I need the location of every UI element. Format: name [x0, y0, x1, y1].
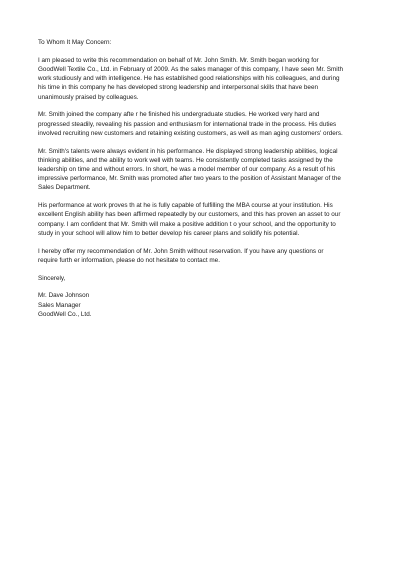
text-line: I am pleased to write this recommendation on behalf of Mr. John Smith. Mr. Smith began working for: [38, 56, 319, 64]
paragraph-4: [38, 201, 368, 238]
text-line: GoodWell Textile Co., Ltd. in February of 2009. As the sales manager of this company, I have seen Mr. Smith: [38, 66, 344, 73]
paragraph-1: [38, 56, 368, 102]
closing-line: Sincerely,: [38, 274, 66, 282]
text-line: work studiously and with intelligence. He has established good relationships with his colleagues, and during: [38, 75, 340, 83]
text-line: his time in this company he has developed strong leadership and interpersonal skills that have been: [38, 84, 318, 92]
signature-name: Mr. Dave Johnson: [38, 292, 90, 300]
closing: [38, 274, 368, 283]
paragraph-2: [38, 110, 368, 138]
paragraph-5: [38, 247, 368, 265]
paragraph-3: [38, 147, 368, 193]
text-line: His performance at work proves th at he is fully capable of fulfilling the MBA course at your institution. His: [38, 202, 333, 210]
text-line: Sales Department.: [38, 184, 91, 192]
text-line: impressive performance, Mr. Smith was promoted after two years to the position of Assistant Manager of the: [38, 175, 341, 183]
signature-block: [38, 291, 368, 319]
text-line: leadership on time and without errors. In short, he was a model member of our company. As a result of his: [38, 166, 336, 174]
text-line: Mr. Smith joined the company afte r he finished his undergraduate studies. He worked very hard and: [38, 111, 320, 119]
signature-company: GoodWell Co., Ltd.: [38, 310, 92, 318]
salutation-line: To Whom It May Concern:: [38, 39, 112, 46]
text-line: progressed steadily, revealing his passion and enthusiasm for international trade in the process. His duties: [38, 120, 337, 128]
text-line: unanimously praised by colleagues.: [38, 93, 139, 101]
text-line: study in your school will allow him to better develop his career plans and solidify his potential.: [38, 229, 300, 237]
text-line: thinking abilities, and the ability to work well with teams. He consistently completed tasks assigned by the: [38, 156, 333, 164]
text-line: require furth er information, please do not hesitate to contact me.: [38, 256, 220, 264]
letter-page: [38, 38, 368, 328]
text-line: involved recruiting new customers and retaining existing customers, as well as man aging customers' orders.: [38, 129, 343, 137]
text-line: I hereby offer my recommendation of Mr. John Smith without reservation. If you have any questions or: [38, 247, 324, 255]
salutation: [38, 38, 368, 47]
signature-title: Sales Manager: [38, 301, 81, 309]
text-line: excellent English ability has been affirmed repeatedly by our customers, and this has proven an asset to our: [38, 211, 341, 219]
text-line: company. I am confident that Mr. Smith will make a positive addition t o your school, and the opportunity to: [38, 220, 336, 228]
text-line: Mr. Smith's talents were always evident in his performance. He displayed strong leadership abilities, logical: [38, 147, 338, 155]
